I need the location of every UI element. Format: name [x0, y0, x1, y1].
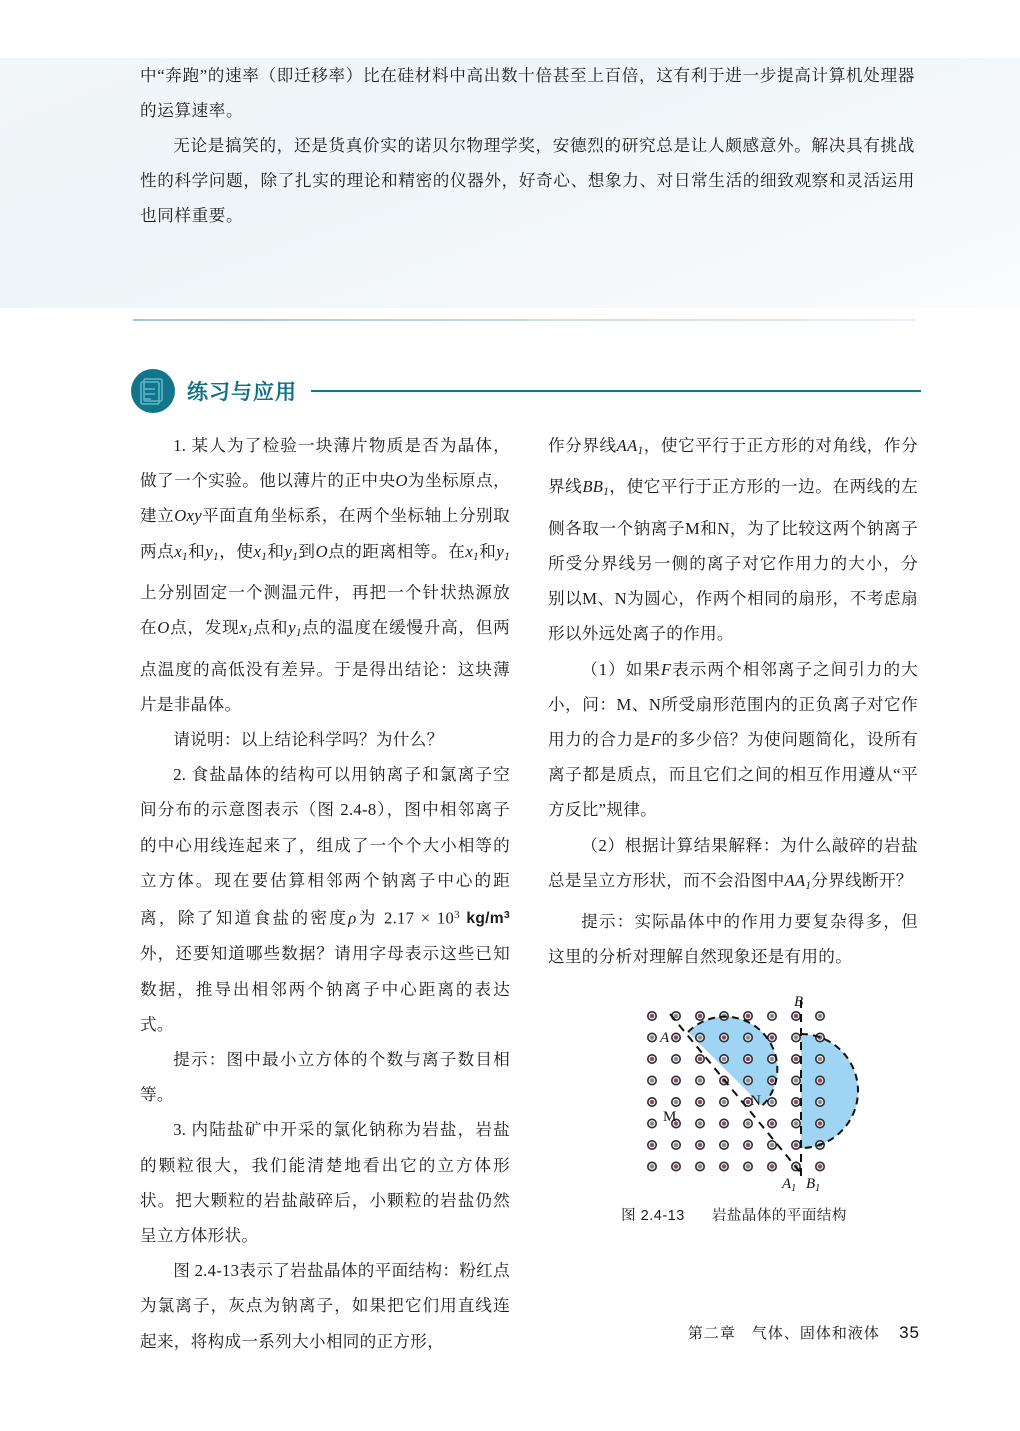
- chloride-ion-core: [770, 1078, 775, 1083]
- paragraph-closing: 无论是搞笑的，还是货真价实的诺贝尔物理学奖，安德烈的研究总是让人颇感意外。解决具有挑战性的科学问题，除了扎实的理论和精密的仪器外，好奇心、想象力、对日常生活的细致观察和灵活运用也同样重要。: [140, 136, 915, 225]
- sodium-ion-core: [770, 1143, 775, 1148]
- exercise-3: 3. 内陆盐矿中开采的氯化钠称为岩盐，岩盐的颗粒很大，我们能清楚地看出它的立方体形状。把大颗粒的岩盐敲碎后，小颗粒的岩盐仍然呈立方体形状。: [140, 1120, 510, 1246]
- sodium-ion-core: [746, 1078, 751, 1083]
- sodium-ion-core: [770, 1100, 775, 1105]
- sodium-ion-core: [698, 1121, 703, 1126]
- chloride-ion-core: [722, 1035, 727, 1040]
- chloride-ion-core: [698, 1057, 703, 1062]
- label-B: B: [794, 994, 804, 1010]
- chloride-ion-core: [674, 1035, 679, 1040]
- chloride-ion-core: [650, 1014, 655, 1019]
- sodium-ion-core: [746, 1121, 751, 1126]
- chloride-ion-core: [746, 1014, 751, 1019]
- chloride-ion-core: [698, 1014, 703, 1019]
- sodium-ion-core: [746, 1035, 751, 1040]
- sodium-ion-core: [674, 1143, 679, 1148]
- sodium-ion-core: [698, 1035, 703, 1040]
- sodium-ion-core: [674, 1057, 679, 1062]
- continued-text-content: [140, 58, 915, 233]
- sodium-ion-core: [650, 1078, 655, 1083]
- chloride-ion-core: [674, 1164, 679, 1169]
- figure-caption: [548, 1204, 920, 1225]
- exercise-1-question: 请说明：以上结论科学吗？为什么？: [173, 729, 444, 749]
- label-A: A: [660, 1030, 670, 1046]
- sodium-ion-core: [770, 1014, 775, 1019]
- exercise-3-continued: 图 2.4-13表示了岩盐晶体的平面结构：粉红点为氯离子，灰点为钠离子，如果把它们用直线连起来，将构成一系列大小相同的正方形，: [140, 1261, 510, 1351]
- sodium-ion-core: [818, 1014, 823, 1019]
- chloride-ion-core: [770, 1164, 775, 1169]
- sodium-ion-core: [722, 1100, 727, 1105]
- sodium-ion-core: [698, 1078, 703, 1083]
- footer-page-number: 35: [899, 1323, 920, 1342]
- chloride-ion-core: [794, 1057, 799, 1062]
- sodium-ion-core: [818, 1057, 823, 1062]
- exercise-3-part-a: 作分界线$AA_1$，使它平行于正方形的对角线，作分界线$BB_1$，使它平行于正方形的一边。在两线的左侧各取一个钠离子M和N，为了比较这两个钠离子所受分界线另一侧的离子对它作用力的大小，分别以M、N为圆心，作两个相同的扇形，不考虑扇形以外远处离子的作用。: [548, 436, 918, 644]
- sodium-ion-core: [770, 1057, 775, 1062]
- section-header: [131, 368, 921, 414]
- chloride-ion-core: [650, 1143, 655, 1148]
- lattice-diagram: [548, 992, 920, 1192]
- chloride-ion-core: [722, 1164, 727, 1169]
- sodium-ion-core: [674, 1100, 679, 1105]
- paragraph-continued: 中“奔跑”的速率（即迁移率）比在硅材料中高出数十倍甚至上百倍，这有利于进一步提高计算机处理器的运算速率。: [140, 66, 915, 120]
- sodium-ion-core: [794, 1035, 799, 1040]
- exercise-3-hint: 提示：实际晶体中的作用力要复杂得多，但这里的分析对理解自然现象还是有用的。: [548, 912, 918, 967]
- chloride-ion-core: [770, 1035, 775, 1040]
- chloride-ion-core: [650, 1100, 655, 1105]
- exercise-3-sub-1: （1）如果F表示两个相邻离子之间引力的大小，问：M、N所受扇形范围内的正负离子对它作用力的合力是F的多少倍？为使问题简化，设所有离子都是质点，而且它们之间的相互作用遵从“平方反比”规律。: [548, 659, 919, 820]
- sodium-ion-core: [650, 1121, 655, 1126]
- sodium-ion-core: [794, 1121, 799, 1126]
- figure-2-4-13: [548, 992, 920, 1225]
- label-A1: $A_1$: [782, 1176, 797, 1192]
- page-footer: [0, 1322, 920, 1343]
- chloride-ion-core: [746, 1057, 751, 1062]
- chloride-ion-core: [698, 1100, 703, 1105]
- figure-number: 图 2.4-13: [621, 1208, 685, 1224]
- section-title: 练习与应用: [187, 381, 297, 404]
- sodium-ion-core: [650, 1164, 655, 1169]
- label-B1: $B_1$: [806, 1176, 821, 1192]
- chloride-ion-core: [818, 1078, 823, 1083]
- chloride-ion-core: [650, 1057, 655, 1062]
- sodium-ion-core: [698, 1164, 703, 1169]
- footer-chapter: 第二章 气体、固体和液体: [687, 1325, 880, 1342]
- sodium-ion-core: [746, 1164, 751, 1169]
- chloride-ion-core: [698, 1143, 703, 1148]
- exercise-3-sub-2: （2）根据计算结果解释：为什么敲碎的岩盐总是呈立方形状，而不会沿图中$AA_1$分界线断开？: [548, 835, 918, 892]
- figure-title: 岩盐晶体的平面结构: [711, 1208, 847, 1224]
- chloride-ion-core: [674, 1078, 679, 1083]
- exercises-left-column: [140, 428, 510, 1359]
- chloride-ion-core: [818, 1164, 823, 1169]
- sector-N-shaded: [801, 1034, 858, 1148]
- section-header-rule: [311, 390, 921, 392]
- label-M: M: [663, 1109, 677, 1125]
- sodium-ion-core: [674, 1014, 679, 1019]
- sodium-ion-core: [722, 1143, 727, 1148]
- exercise-1: 1. 某人为了检验一块薄片物质是否为晶体，做了一个实验。他以薄片的正中央O为坐标原点，建立Oxy平面直角坐标系，在两个坐标轴上分别取两点$x_1$和$y_1$，使$x_1$和$y_1$到O点的距离相等。在$x_1$和$y_1$上分别固定一个测温元件，再把一个针状热源放在O点，发现$x_1$点和$y_1$点的温度在缓慢升高，但两点温度的高低没有差异。于是得出结论：这块薄片是非晶体。: [140, 436, 510, 714]
- chloride-ion-core: [722, 1121, 727, 1126]
- label-N: N: [750, 1093, 761, 1109]
- notebook-icon: [131, 369, 175, 413]
- exercise-2: 2. 食盐晶体的结构可以用钠离子和氯离子空间分布的示意图表示（图 2.4-8），图中相邻离子的中心用线连起来了，组成了一个个大小相等的立方体。现在要估算相邻两个钠离子中心的距离，除了知道食盐的密度ρ为 $2.17 \times 10^3$ $kg/m^3$ 外，还要知道哪些数据？请用字母表示这些已知数据，推导出相邻两个钠离子中心距离的表达式。: [140, 765, 510, 1034]
- panel-divider-rule: [133, 319, 915, 321]
- chloride-ion-core: [794, 1143, 799, 1148]
- exercises-right-column: [548, 428, 918, 975]
- sodium-ion-core: [650, 1035, 655, 1040]
- sodium-ion-core: [794, 1078, 799, 1083]
- sodium-ion-core: [818, 1100, 823, 1105]
- chloride-ion-core: [746, 1143, 751, 1148]
- sodium-ion-core: [722, 1057, 727, 1062]
- chloride-ion-core: [794, 1014, 799, 1019]
- chloride-ion-core: [770, 1121, 775, 1126]
- exercise-2-hint: 提示：图中最小立方体的个数与离子数目相等。: [140, 1050, 510, 1105]
- chloride-ion-core: [794, 1100, 799, 1105]
- chloride-ion-core: [818, 1121, 823, 1126]
